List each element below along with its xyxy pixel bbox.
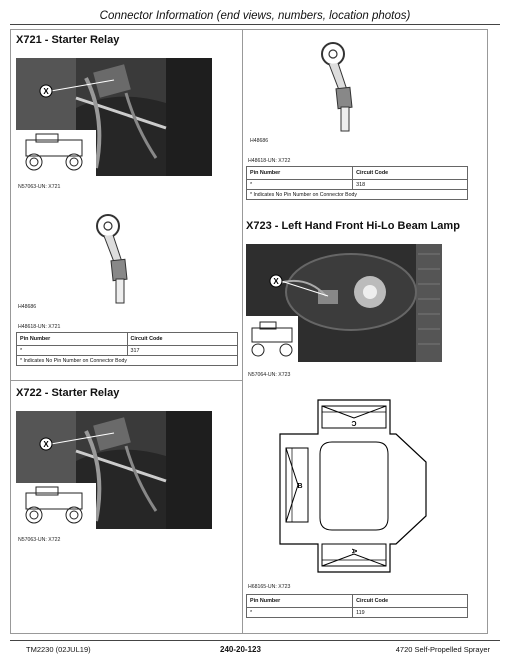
pin-label-b: B — [297, 483, 303, 490]
x722-circuit-header: Circuit Code — [353, 167, 468, 180]
table-row: * 318 — [247, 180, 468, 190]
x723-callout-label: X — [273, 277, 279, 286]
x721-pin-table — [16, 332, 238, 366]
x722-terminal-caption: H48618-UN: X722 — [248, 158, 291, 164]
x723-pin-table — [246, 594, 468, 618]
x722-pin-table — [246, 166, 468, 200]
x722-terminal-label: H48686 — [250, 138, 269, 144]
ring-terminal-icon — [315, 40, 365, 136]
x721-terminal-caption: H48618-UN: X721 — [18, 324, 61, 330]
x722-table-note: * Indicates No Pin Number on Connector Body — [247, 190, 468, 200]
x723-photo-caption: N57064-UN: X723 — [248, 372, 291, 378]
x723-circuit-header: Circuit Code — [353, 595, 468, 608]
x721-location-photo — [16, 58, 212, 176]
x723-connector-caption: H68165-UN: X723 — [248, 584, 291, 590]
x723-connector-end-view — [278, 398, 428, 574]
x722-pin-header: Pin Number — [247, 167, 353, 180]
x721-pin-header: Pin Number — [17, 333, 128, 346]
pin-label-c: C — [351, 419, 357, 426]
x721-title: X721 - Starter Relay — [16, 34, 120, 46]
pin-label-a: A — [350, 548, 357, 554]
footer-page-number: 240-20-123 — [220, 645, 261, 654]
footer-doc-id: TM2230 (02JUL19) — [26, 645, 91, 654]
x723-pin-header: Pin Number — [247, 595, 353, 608]
ring-terminal-icon — [90, 212, 140, 308]
x723-title: X723 - Left Hand Front Hi-Lo Beam Lamp — [246, 220, 460, 232]
x721-photo-caption: N57063-UN: X721 — [18, 184, 61, 190]
x721-terminal-label: H48686 — [18, 304, 37, 310]
x721-callout-label: X — [43, 87, 49, 96]
x723-location-photo — [246, 244, 442, 362]
x722-callout-label: X — [43, 440, 49, 449]
x722-photo-caption: N57063-UN: X722 — [18, 537, 61, 543]
page-footer — [10, 640, 500, 656]
x721-table-note: * Indicates No Pin Number on Connector Body — [17, 356, 238, 366]
x721-circuit-header: Circuit Code — [127, 333, 238, 346]
x722-title: X722 - Starter Relay — [16, 387, 120, 399]
section-divider — [10, 380, 243, 381]
column-divider — [242, 29, 243, 634]
table-row: * 317 — [17, 346, 238, 356]
table-row: * 119 — [247, 608, 468, 618]
x722-location-photo — [16, 411, 212, 529]
page-header: Connector Information (end views, numbers, location photos) — [10, 9, 500, 25]
footer-product-name: 4720 Self-Propelled Sprayer — [395, 645, 490, 654]
